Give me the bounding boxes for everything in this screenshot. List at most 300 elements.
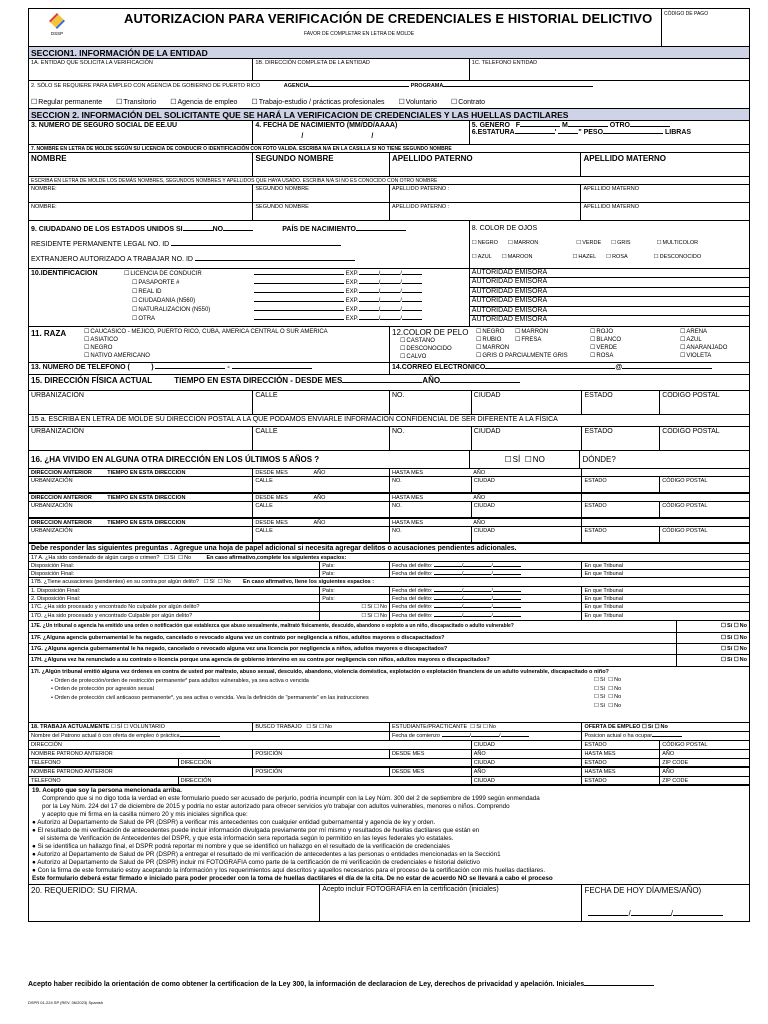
q17a-disp2: Disposición Final: País: Fecha del delito: / / En que Tribunal bbox=[28, 569, 750, 577]
prior1-line1 bbox=[28, 749, 750, 758]
id-naturalization[interactable]: ☐ NATURALIZACION (N550) bbox=[132, 306, 210, 315]
physical-address-fields bbox=[28, 390, 750, 414]
prev2-street[interactable]: CALLE bbox=[253, 502, 390, 517]
post-street[interactable]: CALLE bbox=[253, 427, 390, 450]
q17i-block bbox=[29, 667, 749, 722]
signature-label: 20. REQUERIDO: SU FIRMA. bbox=[31, 886, 138, 895]
q16-no[interactable]: ☐ NO bbox=[525, 455, 545, 464]
phys-number[interactable]: NO. bbox=[390, 391, 472, 414]
form-id: DSPR 01-224 SP (REV. 06/2023) Spanish bbox=[28, 1000, 103, 1005]
exp-line[interactable]: EXP. / / bbox=[254, 306, 422, 315]
consent-line3: y acepto que mi firma en la casilla número 20 y mis iniciales significa que: bbox=[42, 811, 248, 818]
q17i-label: 17I. ¿Algún tribunal emitió alguna vez órdenes en contra de usted por maltrato, abuso sexual, descuido, abandono, violencia doméstica, explotación o explotación financiera de un adulto vulnerable, discapacitado o niño? bbox=[31, 669, 609, 675]
opt-transitorio[interactable]: ☐ Transitorio bbox=[116, 98, 156, 106]
q17g-label: 17G. ¿Alguna agencia gubernamental le ha negado, cancelado o revocado alguna vez una licencia por negligencia a niños, adultos mayores o discapacitados? bbox=[29, 644, 677, 654]
q17g-row bbox=[28, 643, 750, 654]
hair-col-1: ☐ CASTANO ☐ DESCONOCIDO ☐ CALVO bbox=[400, 337, 452, 361]
q17d-label: 17D. ¿Ha sido procesado y encontrado Culpable por algún delito? bbox=[29, 612, 320, 620]
q17f-yes[interactable]: ☐ Sí bbox=[721, 635, 732, 641]
q17a-row bbox=[28, 553, 750, 561]
prior2-address[interactable]: DIRECCIÓN bbox=[179, 777, 472, 784]
consent-bullet2: ● El resultado de mi verificación de antecedentes puede incluir información divulgada previamente por mí mismo y resultados de huellas dactilares que están en bbox=[32, 827, 480, 834]
phys-state[interactable]: ESTADO bbox=[582, 391, 660, 414]
consent-bullet1: ● Autorizo al Departamento de Salud de PR (DSPR) a verificar mis antecedentes con cualquier entidad gubernamental y agencia de ley y orden. bbox=[32, 819, 436, 826]
prior2-city[interactable]: CIUDAD bbox=[472, 777, 583, 784]
today-date-label: FECHA DE HOY DÍA/MES/AÑO) bbox=[584, 886, 702, 895]
current-employer-address[interactable]: DIRECCIÓN bbox=[29, 741, 472, 749]
prev1-zip[interactable]: CÓDIGO POSTAL bbox=[662, 478, 708, 484]
consent-bullet6: ● Con la firma de este formulario estoy aceptando la información y los requerimientos aquí descritos y aquellos necesarios para el proceso de la certificación con mis huellas dactilares. bbox=[32, 867, 546, 874]
prior1-position[interactable]: POSICIÓN bbox=[253, 750, 390, 758]
q17b-row bbox=[28, 577, 750, 586]
q17e-label: 17E. ¿Un tribunal o agencia ha emitido una orden o notificación que establezca que abuso sexualmente, maltrató físicamente, descuido, abandono o exploto a un niño, discapacitado o adulto vulnerable? bbox=[29, 621, 677, 632]
q18-address-row bbox=[28, 740, 750, 749]
since-month-input[interactable] bbox=[342, 382, 422, 383]
citizen-no-input[interactable] bbox=[223, 230, 253, 231]
hair-col-5: ☐ ARENA ☐ AZUL ☐ ANARANJADO ☐ VIOLETA bbox=[680, 328, 727, 360]
exp-line[interactable]: EXP. / / bbox=[254, 270, 422, 279]
consent-bullet5: ● Autorizo al Departamento de Salud de PR (DSPR) incluir mi FOTOGRAFIA como parte de la certificación de mi verificación de credenciales e historial delictivo bbox=[32, 859, 480, 866]
photo-initials-label: Acepto incluir FOTOGRAFIA en la certificación (iniciales) bbox=[322, 886, 499, 893]
height-label: 6.ESTATURA bbox=[471, 129, 515, 136]
gender-line bbox=[472, 122, 747, 129]
phys-city[interactable]: CIUDAD bbox=[472, 391, 583, 414]
pounds-label: LIBRAS bbox=[664, 129, 692, 136]
citizen-no-label: NO bbox=[212, 226, 224, 233]
q17g-yes[interactable]: ☐ Sí bbox=[721, 646, 732, 652]
alias2-middle[interactable]: SEGUNDO NOMBRE bbox=[253, 203, 390, 220]
eye-marron[interactable]: ☐ MARRON bbox=[508, 236, 538, 250]
eye-maroon[interactable]: ☐ MAROON bbox=[502, 250, 533, 264]
q18-offer-no[interactable]: ☐ No bbox=[655, 724, 668, 730]
q17f-label: 17F. ¿Alguna agencia gubernamental le ha negado, cancelado o revocado alguna vez un contrato por negligencia a niños, adultos mayores o discapacitados? bbox=[29, 633, 677, 643]
issuing-authority-5[interactable]: AUTORIDAD EMISORA bbox=[470, 307, 749, 316]
prev1-header: DIRECCION ANTERIOR TIEMPO EN ESTA DIRECCION DESDE MES AÑO HASTA MES AÑO bbox=[28, 468, 750, 476]
middle-name-field[interactable]: SEGUNDO NOMBRE bbox=[253, 153, 390, 176]
q17b-label: 17B. ¿Tiene acusaciones (pendientes) en su contra por algún delito? bbox=[31, 579, 199, 585]
consent-bullet4: ● Autorizo al Departamento de Salud de PR (DSPR) a entregar el resultado de mi verificación de antecedentes a las personas o entidades mencionadas en la Sección1 bbox=[32, 851, 501, 858]
id-real[interactable]: ☐ REAL ID bbox=[132, 288, 210, 297]
q17d-no[interactable]: ☐ No bbox=[374, 613, 387, 619]
postal-address-heading-row bbox=[28, 414, 750, 426]
q18-student-no[interactable]: ☐ No bbox=[483, 724, 496, 730]
prev3-urb[interactable]: URBANIZACIÓN bbox=[29, 527, 253, 542]
q17i-ord3: • Orden de protección civil anticaoso permanente*, ya sea activa o vencida. Vea la definición de "permanente" en las instrucciones bbox=[51, 694, 369, 701]
prev3-state[interactable]: ESTADO bbox=[582, 527, 660, 542]
q18-employer-row: Nombre del Patrono actual ó con oferta de empleo ó práctica Fecha de comienzo / / Posicion actual o ha ocupar bbox=[28, 731, 750, 740]
prior1-name[interactable]: NOMBRE PATRONO ANTERIOR bbox=[29, 750, 253, 758]
citizenship-block bbox=[29, 221, 470, 268]
opt-agencia-empleo[interactable]: ☐ Agencia de empleo bbox=[170, 98, 237, 106]
q17d-yes[interactable]: ☐ Sí bbox=[361, 613, 372, 619]
alias-row-1 bbox=[28, 184, 750, 202]
email-label: 14.CORREO ELECTRÓNICO bbox=[392, 364, 486, 371]
postal-address-heading: 15 a. ESCRIBA EN LETRA DE MOLDE SU DIRECCIÓN POSTAL A LA QUE PODAMOS ENVIARLE INFORMACIÓN CONFIDENCIAL DE SER DIFERENTE A LA FÍSICA bbox=[31, 416, 558, 423]
logo-mark-icon bbox=[49, 13, 65, 29]
q17-header-row bbox=[28, 543, 750, 553]
issuing-authority-2[interactable]: AUTORIDAD EMISORA bbox=[470, 278, 749, 287]
q17i-ord3-yes[interactable]: ☐ Sí bbox=[594, 703, 605, 709]
q17c-yes[interactable]: ☐ Sí bbox=[361, 604, 372, 610]
q18-seeking-no[interactable]: ☐ No bbox=[319, 724, 332, 730]
entity-address-label: 1B. DIRECCIÓN COMPLETA DE LA ENTIDAD bbox=[255, 60, 370, 66]
eye-desconocido[interactable]: ☐ DESCONOCIDO bbox=[654, 250, 702, 264]
q17b-instructions: En caso afirmativo, llene los siguientes espacios : bbox=[242, 579, 375, 585]
current-employer-state[interactable]: ESTADO bbox=[582, 741, 660, 749]
prior-employer-2 bbox=[28, 767, 750, 785]
eye-multicolor[interactable]: ☐ MULTICOLOR bbox=[657, 236, 699, 250]
alias2-maternal[interactable]: APELLIDO MATERNO bbox=[583, 204, 639, 210]
q18-offer-yes[interactable]: ☐ Sí bbox=[642, 724, 653, 730]
form-subtitle: FAVOR DE COMPLETAR EN LETRA DE MOLDE bbox=[304, 31, 415, 37]
prior2-phone[interactable]: TELEFONO bbox=[29, 777, 179, 784]
employment-type-options bbox=[31, 98, 747, 106]
form-header bbox=[28, 8, 750, 46]
identification-block bbox=[29, 269, 470, 326]
program-input[interactable] bbox=[443, 86, 593, 87]
today-date-field[interactable]: FECHA DE HOY DÍA/MES/AÑO) / / bbox=[582, 885, 749, 921]
q17e-yes[interactable]: ☐ Sí bbox=[721, 623, 732, 629]
eye-color-block bbox=[470, 221, 749, 268]
entity-phone-label: 1C. TELEFONO ENTIDAD bbox=[471, 60, 538, 66]
prev2-zip[interactable]: CÓDIGO POSTAL bbox=[662, 503, 708, 509]
q17e-row bbox=[28, 620, 750, 632]
consent-heading: 19. Acepto que soy la persona mencionada arriba. bbox=[32, 787, 182, 794]
start-date-label: Fecha de comienzo bbox=[391, 733, 440, 739]
q17a-label: 17 A. ¿Ha sido condenado de algún cargo o crimen? bbox=[31, 555, 160, 561]
q17h-no[interactable]: ☐ No bbox=[734, 657, 747, 663]
id-other[interactable]: ☐ OTRA bbox=[132, 315, 210, 324]
section19-consent bbox=[28, 785, 750, 884]
q18-student-label: ESTUDIANTE/PRACTICANTE bbox=[392, 724, 468, 730]
race-options bbox=[84, 328, 328, 360]
q17b-disp1: 1. Disposición Final: País: Fecha del delito: / / En que Tribunal bbox=[28, 586, 750, 594]
gov-employment-label: 2. SÓLO SE REQUIERE PARA EMPLEO CON AGENCIA DE GOBIERNO DE PUERTO RICO bbox=[31, 83, 261, 89]
physical-address-heading bbox=[29, 375, 749, 390]
s2-row7 bbox=[28, 144, 750, 152]
agency-label: AGENCIA bbox=[283, 83, 310, 89]
prev2-fields bbox=[28, 501, 750, 518]
birth-country-input[interactable] bbox=[356, 230, 406, 231]
prev3-header: DIRECCION ANTERIOR TIEMPO EN ESTA DIRECCION DESDE MES AÑO HASTA MES AÑO bbox=[28, 518, 750, 526]
prev1-city[interactable]: CIUDAD bbox=[472, 477, 583, 492]
q17i-ord1-yes[interactable]: ☐ Sí bbox=[594, 686, 605, 692]
phys-zip[interactable]: CÓDIGO POSTAL bbox=[662, 392, 720, 399]
prior1-phone[interactable]: TELEFONO bbox=[29, 759, 179, 766]
gender-f[interactable]: F bbox=[515, 122, 521, 129]
q18-label: 18. TRABAJA ACTUALMENTE bbox=[31, 724, 110, 730]
employer-input[interactable] bbox=[180, 736, 220, 737]
footer-ack-text: Acepto haber recibido la orientación de como obtener la certificacion de la Ley 300, la información de declaracion de Ley, derechos de privacidad y apelación. Iniciales bbox=[28, 981, 585, 988]
height-weight-line: 6.ESTATURA ' " PESO LIBRAS bbox=[471, 129, 692, 136]
gender-other[interactable]: OTRO bbox=[609, 122, 631, 129]
prev3-zip[interactable]: CÓDIGO POSTAL bbox=[662, 528, 708, 534]
prior2-line1 bbox=[28, 767, 750, 776]
prev3-no[interactable]: NO. bbox=[390, 527, 472, 542]
post-urb[interactable]: URBANIZACIÓN bbox=[29, 427, 253, 450]
alien-input[interactable] bbox=[195, 260, 355, 261]
phone-email-row bbox=[28, 362, 750, 374]
consent-bullet2b: el sistema de Verificación de Antecedentes del DSPR, y que esta información sera reportada según lo permitido en las leyes federales y/o estatales. bbox=[40, 835, 454, 842]
q17i-ord1: • Orden de protección/orden de restricción permanente* para adultos vulnerables, ya sea activa o vencida bbox=[51, 677, 309, 684]
consent-bullet3: ● Si se identifica un hallazgo final, el DSPR podrá reportar mi nombre y que se identificó un hallazgo en el resultado de la verificación de credenciales bbox=[32, 843, 450, 850]
identification-label: 10.IDENTIFICACION bbox=[31, 270, 98, 277]
prev1-no[interactable]: NO. bbox=[390, 477, 472, 492]
q17i-ord2-no[interactable]: ☐ No bbox=[608, 694, 621, 700]
form-title: AUTORIZACION PARA VERIFICACIÓN DE CREDENCIALES E HISTORIAL DELICTIVO bbox=[124, 11, 653, 26]
q16-options bbox=[470, 451, 581, 468]
exp-line[interactable]: EXP. / / bbox=[254, 315, 422, 324]
eye-rosa[interactable]: ☐ ROSA bbox=[606, 250, 628, 264]
race-label: 11. RAZA bbox=[31, 329, 67, 338]
phys-urb[interactable]: URBANIZACIÓN bbox=[29, 391, 253, 414]
prior2-from-year[interactable]: AÑO bbox=[472, 768, 583, 776]
prior2-to-year[interactable]: AÑO bbox=[662, 769, 675, 775]
q18-yes[interactable]: ☐ SÍ bbox=[111, 724, 122, 730]
exp-line[interactable]: EXP. / / bbox=[254, 288, 422, 297]
id-types bbox=[124, 270, 210, 324]
email-field[interactable]: 14.CORREO ELECTRÓNICO @ bbox=[390, 363, 749, 374]
race-hair-row bbox=[28, 326, 750, 362]
q17b-disp2: 2. Disposición Final: País: Fecha del delito: / / En que Tribunal bbox=[28, 594, 750, 602]
issuing-authority-4[interactable]: AUTORIDAD EMISORA bbox=[470, 297, 749, 306]
eye-verde[interactable]: ☐ VERDE bbox=[576, 236, 601, 250]
consent-line1: Comprendo que si no digo toda la verdad en este formulario puedo ser acusado de perjurio, podría incumplir con la Ley Núm. 300 del 2 de septiembre de 1999 según enmendada bbox=[42, 795, 540, 802]
postal-address-fields bbox=[28, 426, 750, 450]
resident-input[interactable] bbox=[171, 245, 341, 246]
physical-address-label: 15. DIRECCIÓN FÍSICA ACTUAL bbox=[31, 376, 153, 385]
citizen-yes-input[interactable] bbox=[183, 230, 213, 231]
gov-employment-line bbox=[31, 83, 747, 95]
issuing-authority-1[interactable]: AUTORIDAD EMISORA bbox=[470, 269, 749, 278]
opt-trabajo-estudio[interactable]: ☐ Trabajo-estudio / prácticas profesionales bbox=[251, 98, 384, 106]
race-caucasico[interactable]: ☐ CAUCASICO - MEJICO, PUERTO RICO, CUBA, AMERICA CENTRAL O SUR AMERICA bbox=[84, 328, 328, 336]
prior2-zip[interactable]: ZIP CODE bbox=[662, 778, 689, 784]
agency-logo bbox=[35, 13, 79, 41]
opt-voluntario[interactable]: ☐ Voluntario bbox=[399, 98, 437, 106]
q17e-no[interactable]: ☐ No bbox=[734, 623, 747, 629]
section1-row1 bbox=[28, 58, 750, 80]
year-label: AÑO bbox=[422, 376, 441, 385]
prev3-street[interactable]: CALLE bbox=[253, 527, 390, 542]
prior2-line2 bbox=[28, 776, 750, 785]
previous-address-1 bbox=[28, 468, 750, 493]
prev1-street[interactable]: CALLE bbox=[253, 477, 390, 492]
issuing-authority-6[interactable]: AUTORIDAD EMISORA bbox=[471, 315, 548, 323]
prev3-city[interactable]: CIUDAD bbox=[472, 527, 583, 542]
q17c-label: 17C. ¿Ha sido procesado y encontrado No culpable por algún delito? bbox=[29, 603, 320, 611]
q18-student-yes[interactable]: ☐ Sí bbox=[470, 724, 481, 730]
current-employer-zip[interactable]: CÓDIGO POSTAL bbox=[662, 742, 708, 748]
q17d-row: 17D. ¿Ha sido procesado y encontrado Culpable por algún delito? ☐ Sí ☐ No Fecha del delito: / / En que Tribunal bbox=[28, 611, 750, 620]
maternal-name-field[interactable]: APELLIDO MATERNO bbox=[583, 154, 666, 163]
entity-field[interactable] bbox=[29, 59, 253, 80]
form-page bbox=[28, 8, 750, 1018]
other-names-instructions: ESCRIBA EN LETRA DE MOLDE LOS DEMÁS NOMBRES, SEGUNDOS NOMBRES Y APELLIDOS QUE HAYA USADO. ESCRIBA N/A SI NO ES CONOCIDO CON OTRO NOMBRE bbox=[31, 178, 438, 184]
q17i-ord3-no[interactable]: ☐ No bbox=[608, 703, 621, 709]
q17a-no[interactable]: ☐ No bbox=[178, 555, 191, 561]
opt-contrato[interactable]: ☐ Contrato bbox=[451, 98, 485, 106]
footer-initials-input[interactable] bbox=[584, 985, 654, 986]
prev2-header: DIRECCION ANTERIOR TIEMPO EN ESTA DIRECCION DESDE MES AÑO HASTA MES AÑO bbox=[28, 493, 750, 501]
prior1-state[interactable]: ESTADO bbox=[582, 759, 660, 766]
prior1-to[interactable]: HASTA MES bbox=[582, 750, 660, 758]
q18-seeking-label: BUSCO TRABAJO bbox=[255, 724, 302, 730]
prior1-from-year[interactable]: AÑO bbox=[472, 750, 583, 758]
entity-phone-field[interactable] bbox=[470, 59, 749, 80]
prev1-urb[interactable]: URBANIZACIÓN bbox=[29, 477, 253, 492]
section1-band: SECCION1. INFORMACIÓN DE LA ENTIDAD bbox=[28, 46, 750, 58]
gender-height-field[interactable] bbox=[470, 121, 749, 144]
prior1-zip[interactable]: ZIP CODE bbox=[662, 760, 689, 766]
q17b-yes[interactable]: ☐ Sí bbox=[204, 579, 215, 585]
prior1-address[interactable]: DIRECCIÓN bbox=[179, 759, 472, 766]
q17i-ord2-yes[interactable]: ☐ Sí bbox=[594, 694, 605, 700]
alias1-paternal[interactable]: APELLIDO PATERNO : bbox=[390, 185, 581, 202]
s2-row1 bbox=[28, 120, 750, 144]
resident-label: RESIDENTE PERMANENTE LEGAL NO. ID bbox=[31, 241, 170, 248]
prior1-from[interactable]: DESDE MES bbox=[390, 750, 472, 758]
race-nativo[interactable]: ☐ NATIVO AMERICANO bbox=[84, 352, 328, 360]
prior2-state[interactable]: ESTADO bbox=[582, 777, 660, 784]
q17i-ord1-no[interactable]: ☐ No bbox=[608, 686, 621, 692]
section2-band: SECCION 2. INFORMACIÓN DEL SOLICITANTE QUE SE HARÁ LA VERIFICACION DE CREDENCIALES Y LAS HUELLAS DACTILARES bbox=[28, 108, 750, 120]
q16-label: 16. ¿HA VIVIDO EN ALGUNA OTRA DIRECCIÓN EN LOS ÚLTIMOS 5 AÑOS ? bbox=[29, 451, 470, 468]
current-employer-city[interactable]: CIUDAD bbox=[472, 741, 583, 749]
name-instructions: 7. NOMBRE EN LETRA DE MOLDE SEGÚN SU LICENCIA DE CONDUCIR O IDENTIFICACIÓN CON FOTO VALIDA. ESCRIBA N/A EN LA CASILLA SI NO TIENE SEGUNDO NOMBRE bbox=[31, 146, 452, 152]
q17c-no[interactable]: ☐ No bbox=[374, 604, 387, 610]
eye-hazel[interactable]: ☐ HAZEL bbox=[572, 250, 596, 264]
ssn-field[interactable] bbox=[29, 121, 253, 144]
alias1-maternal[interactable]: APELLIDO MATERNO bbox=[583, 186, 639, 192]
q18-volunteer[interactable]: ☐ VOLUNTARIO bbox=[124, 724, 165, 730]
race-asiatico[interactable]: ☐ ASIATICO bbox=[84, 336, 328, 344]
q17c-row: 17C. ¿Ha sido procesado y encontrado No culpable por algún delito? ☐ Sí ☐ No Fecha del delito: / / En que Tribunal bbox=[28, 602, 750, 611]
hair-col-4: ☐ ROJO ☐ BLANCO ☐ VERDE ☐ ROSA bbox=[590, 328, 621, 360]
q16-yes[interactable]: ☐ SÍ bbox=[504, 455, 520, 464]
q17a-disp1: Disposición Final: País: Fecha del delito: / / En que Tribunal bbox=[28, 561, 750, 569]
s2-row8 bbox=[28, 176, 750, 184]
phone-label: 13. NÚMERO DE TELEFONO ( bbox=[31, 364, 130, 371]
id-citizenship[interactable]: ☐ CIUDADANIA (N560) bbox=[132, 297, 210, 306]
paternal-name-field[interactable]: APELLIDO PATERNO bbox=[390, 153, 581, 176]
post-state[interactable]: ESTADO bbox=[582, 427, 660, 450]
payment-code-box[interactable] bbox=[661, 9, 749, 47]
race-negro[interactable]: ☐ NEGRO bbox=[84, 344, 328, 352]
prior1-city[interactable]: CIUDAD bbox=[472, 759, 583, 766]
hair-color-block bbox=[390, 327, 749, 362]
prior2-name[interactable]: NOMBRE PATRONO ANTERIOR bbox=[29, 768, 253, 776]
physical-address-row bbox=[28, 374, 750, 390]
q17a-yes[interactable]: ☐ Sí bbox=[164, 555, 175, 561]
gender-m[interactable]: M bbox=[561, 122, 568, 129]
employer-label: Nombre del Patrono actual ó con oferta de empleo ó práctica bbox=[31, 733, 180, 739]
s2-names bbox=[28, 152, 750, 176]
prior2-to[interactable]: HASTA MES bbox=[582, 768, 660, 776]
time-since-label: TIEMPO EN ESTA DIRECCIÓN - DESDE MES bbox=[174, 376, 343, 385]
ssn-label: 3. NÚMERO DE SEGURO SOCIAL DE EE.UU bbox=[31, 122, 178, 129]
weight-label: PESO bbox=[583, 129, 604, 136]
id-passport[interactable]: ☐ PASAPORTE # bbox=[132, 279, 210, 288]
post-zip[interactable]: CÓDIGO POSTAL bbox=[662, 428, 720, 435]
alias2-first[interactable]: NOMBRE: bbox=[29, 203, 253, 220]
race-block bbox=[29, 327, 390, 362]
prev2-no[interactable]: NO. bbox=[390, 502, 472, 517]
q17-header: Debe responder las siguientes preguntas . Agregue una hoja de papel adicional si necesita agregar delitos o acusaciones pendientes adicionales. bbox=[31, 545, 517, 552]
agency-input[interactable] bbox=[309, 86, 409, 87]
exp-line[interactable]: EXP. / / bbox=[254, 279, 422, 288]
entity-address-field[interactable] bbox=[253, 59, 469, 80]
post-number[interactable]: NO. bbox=[390, 427, 472, 450]
eye-color-label: 8. COLOR DE OJOS bbox=[471, 225, 538, 232]
alias2-paternal[interactable]: APELLIDO PATERNO : bbox=[390, 203, 581, 220]
issuing-authority-3[interactable]: AUTORIDAD EMISORA bbox=[470, 288, 749, 297]
q16-row bbox=[28, 450, 750, 468]
since-year-input[interactable] bbox=[440, 382, 520, 383]
alias1-middle[interactable]: SEGUNDO NOMBRE bbox=[253, 185, 390, 202]
id-license[interactable]: ☐ LICENCIA DE CONDUCIR bbox=[124, 270, 210, 279]
opt-regular[interactable]: ☐ Regular permanente bbox=[31, 98, 102, 106]
hair-col-2: ☐ NEGRO ☐ RUBIO ☐ MARRON ☐ GRIS O PARCIALMENTE GRIS bbox=[476, 328, 568, 360]
phys-street[interactable]: CALLE bbox=[253, 391, 390, 414]
hair-col-3: ☐ MARRON ☐ FRESA bbox=[515, 328, 548, 344]
q18-seeking-yes[interactable]: ☐ Sí bbox=[306, 724, 317, 730]
previous-address-3 bbox=[28, 518, 750, 543]
footer-ack bbox=[28, 981, 654, 988]
eye-negro[interactable]: ☐ NEGRO bbox=[472, 236, 498, 250]
photo-initials-field[interactable] bbox=[320, 885, 582, 921]
citizenship-eyes-row bbox=[28, 220, 750, 268]
eye-azul[interactable]: ☐ AZUL bbox=[472, 250, 492, 264]
prior2-position[interactable]: POSICIÓN bbox=[253, 768, 390, 776]
prev2-state[interactable]: ESTADO bbox=[582, 502, 660, 517]
prev1-state[interactable]: ESTADO bbox=[582, 477, 660, 492]
signature-field[interactable] bbox=[29, 885, 320, 921]
prior2-from[interactable]: DESDE MES bbox=[390, 768, 472, 776]
eye-gris[interactable]: ☐ GRIS bbox=[611, 236, 630, 250]
q17i-checkboxes bbox=[594, 676, 621, 710]
previous-address-2 bbox=[28, 493, 750, 518]
post-city[interactable]: CIUDAD bbox=[472, 427, 583, 450]
logo-text: DSSP bbox=[50, 31, 64, 36]
q17b-no[interactable]: ☐ No bbox=[218, 579, 231, 585]
q17g-no[interactable]: ☐ No bbox=[734, 646, 747, 652]
first-name-field[interactable]: NOMBRE bbox=[29, 153, 253, 176]
identification-row bbox=[28, 268, 750, 326]
position-label: Posicion actual o ha ocupar bbox=[584, 733, 653, 739]
dob-field[interactable]: 4. FECHA DE NACIMIENTO (MM/DD/AAAA) / / bbox=[253, 121, 469, 144]
phone-field[interactable]: 13. NÚMERO DE TELEFONO ( ) - bbox=[29, 363, 390, 374]
q17f-no[interactable]: ☐ No bbox=[734, 635, 747, 641]
birth-country-label: PAÍS DE NACIMIENTO bbox=[282, 226, 356, 233]
exp-line[interactable]: EXP. / / bbox=[254, 297, 422, 306]
q17i-no[interactable]: ☐ No bbox=[608, 677, 621, 683]
q17a-instructions: En caso afirmativo,complete los siguientes espacios: bbox=[206, 555, 347, 561]
hair-color-label: 12.COLOR DE PELO bbox=[392, 328, 469, 337]
q17i-row bbox=[28, 666, 750, 722]
consent-line2: por la Ley Núm. 224 del 17 de diciembre de 2015 y podría no estar autorizado para ofrecer servicios y/o trabajar con adultos vulnerables, menores o niños. Comprendo bbox=[42, 803, 510, 810]
prev2-city[interactable]: CIUDAD bbox=[472, 502, 583, 517]
alias1-first[interactable]: NOMBRE: bbox=[29, 185, 253, 202]
position-input[interactable] bbox=[652, 736, 682, 737]
q17i-ord2: • Orden de protección por agresión sexual bbox=[51, 686, 154, 692]
q17i-yes[interactable]: ☐ Sí bbox=[594, 677, 605, 683]
prior1-to-year[interactable]: AÑO bbox=[662, 751, 675, 757]
q17h-yes[interactable]: ☐ Sí bbox=[721, 657, 732, 663]
prev2-urb[interactable]: URBANIZACIÓN bbox=[29, 502, 253, 517]
program-label: PROGRAMA bbox=[410, 83, 444, 89]
gender-label: 5. GENERO bbox=[471, 122, 510, 129]
